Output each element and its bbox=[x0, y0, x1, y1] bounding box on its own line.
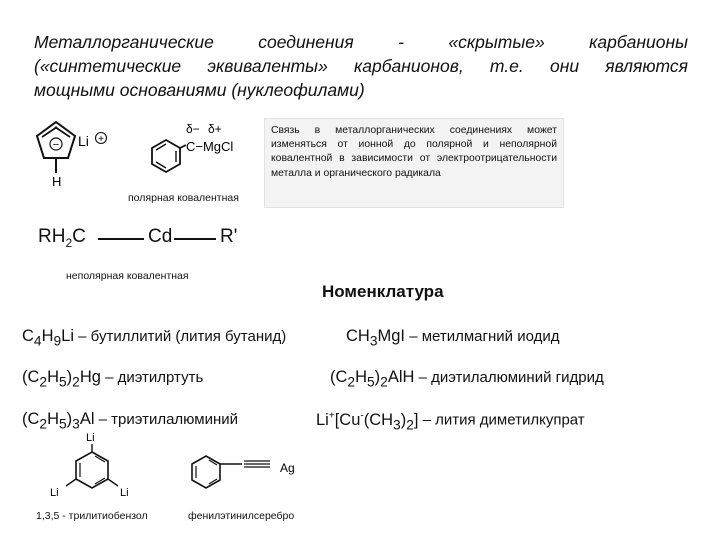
cd-left-carbon: C bbox=[72, 226, 86, 247]
nomenclature-title: Номенклатура bbox=[322, 282, 444, 301]
formula-triethylaluminum: $(C_2H_5)_3Al$ bbox=[22, 410, 95, 432]
cd-right-group: R' bbox=[220, 226, 238, 247]
cd-left-group: RH bbox=[38, 226, 66, 247]
nomenclature-methylmagnesium bbox=[346, 327, 559, 348]
trilithiobenzene-structure bbox=[40, 428, 150, 504]
nomenclature-diethylaluminum bbox=[330, 368, 604, 389]
bond-info-box: Связь в металлорганических соединениях может изменяться от ионной до полярной и неполярной ковалентной в зависимости от электроотрицательности металла и органического радикала bbox=[264, 118, 564, 208]
nomenclature-butyllithium bbox=[22, 327, 286, 348]
grignard-structure bbox=[142, 118, 254, 190]
cp-minus-charge: − bbox=[52, 139, 60, 151]
nonpolar-covalent-label: неполярная ковалентная bbox=[66, 270, 189, 282]
trilithiobenzene-label: 1,3,5 - трилитиобензол bbox=[36, 510, 148, 522]
polar-covalent-label: полярная ковалентная bbox=[128, 192, 239, 204]
name-triethylaluminum: – триэтилалюминий bbox=[98, 411, 238, 428]
dialkylcadmium-structure bbox=[38, 226, 248, 256]
formula-methylmagnesium: $CH_3MgI$ bbox=[346, 327, 406, 349]
name-methylmagnesium: – метилмагний иодид bbox=[409, 328, 560, 345]
name-diethylaluminum: – диэтилалюминий гидрид bbox=[418, 369, 604, 386]
cd-right-bond bbox=[174, 238, 216, 240]
cd-left-subscript: 2 bbox=[65, 235, 73, 250]
formula-butyllithium: $C_4H_9Li$ bbox=[22, 327, 74, 349]
formula-diethylaluminum: $(C_2H_5)_2AlH$ bbox=[330, 368, 415, 390]
phenylethynyl-ag: Ag bbox=[280, 461, 295, 475]
trilithio-li-top: Li bbox=[86, 432, 95, 444]
cp-lithium: Li bbox=[78, 133, 89, 149]
delta-plus: δ+ bbox=[208, 122, 222, 136]
grignard-group: C−MgCl bbox=[186, 139, 234, 154]
nomenclature-cuprate bbox=[316, 410, 585, 432]
trilithio-li-right: Li bbox=[120, 487, 129, 499]
cd-left-bond bbox=[98, 238, 144, 240]
trilithio-li-left: Li bbox=[50, 487, 59, 499]
formula-cuprate: $Li^+[Cu^-(CH_3)_2]$ bbox=[316, 410, 419, 432]
formula-diethylmercury: $(C_2H_5)_2Hg$ bbox=[22, 368, 101, 390]
phenylethynyl-silver-label: фенилэтинилсеребро bbox=[188, 510, 295, 522]
intro-paragraph bbox=[34, 30, 688, 102]
cp-hydrogen: H bbox=[52, 174, 62, 189]
delta-minus: δ− bbox=[186, 122, 200, 136]
phenylethynyl-silver-structure bbox=[186, 448, 306, 504]
name-cuprate: – лития диметилкупрат bbox=[422, 411, 585, 429]
intro-line-3: мощными основаниями (нуклеофилами) bbox=[34, 80, 365, 100]
cyclopentadienyl-lithium-structure bbox=[26, 116, 116, 192]
nomenclature-diethylmercury bbox=[22, 368, 203, 389]
cd-metal: Cd bbox=[148, 226, 173, 247]
name-butyllithium: – бутиллитий (лития бутанид) bbox=[78, 328, 287, 345]
cp-plus-charge: + bbox=[98, 134, 104, 145]
name-diethylmercury: – диэтилртуть bbox=[105, 369, 204, 386]
intro-line-1: Металлорганические соединения - «скрытые» карбанионы bbox=[34, 32, 688, 52]
intro-line-2: («синтетические эквиваленты» карбанионов, т.е. они являются bbox=[34, 56, 688, 76]
